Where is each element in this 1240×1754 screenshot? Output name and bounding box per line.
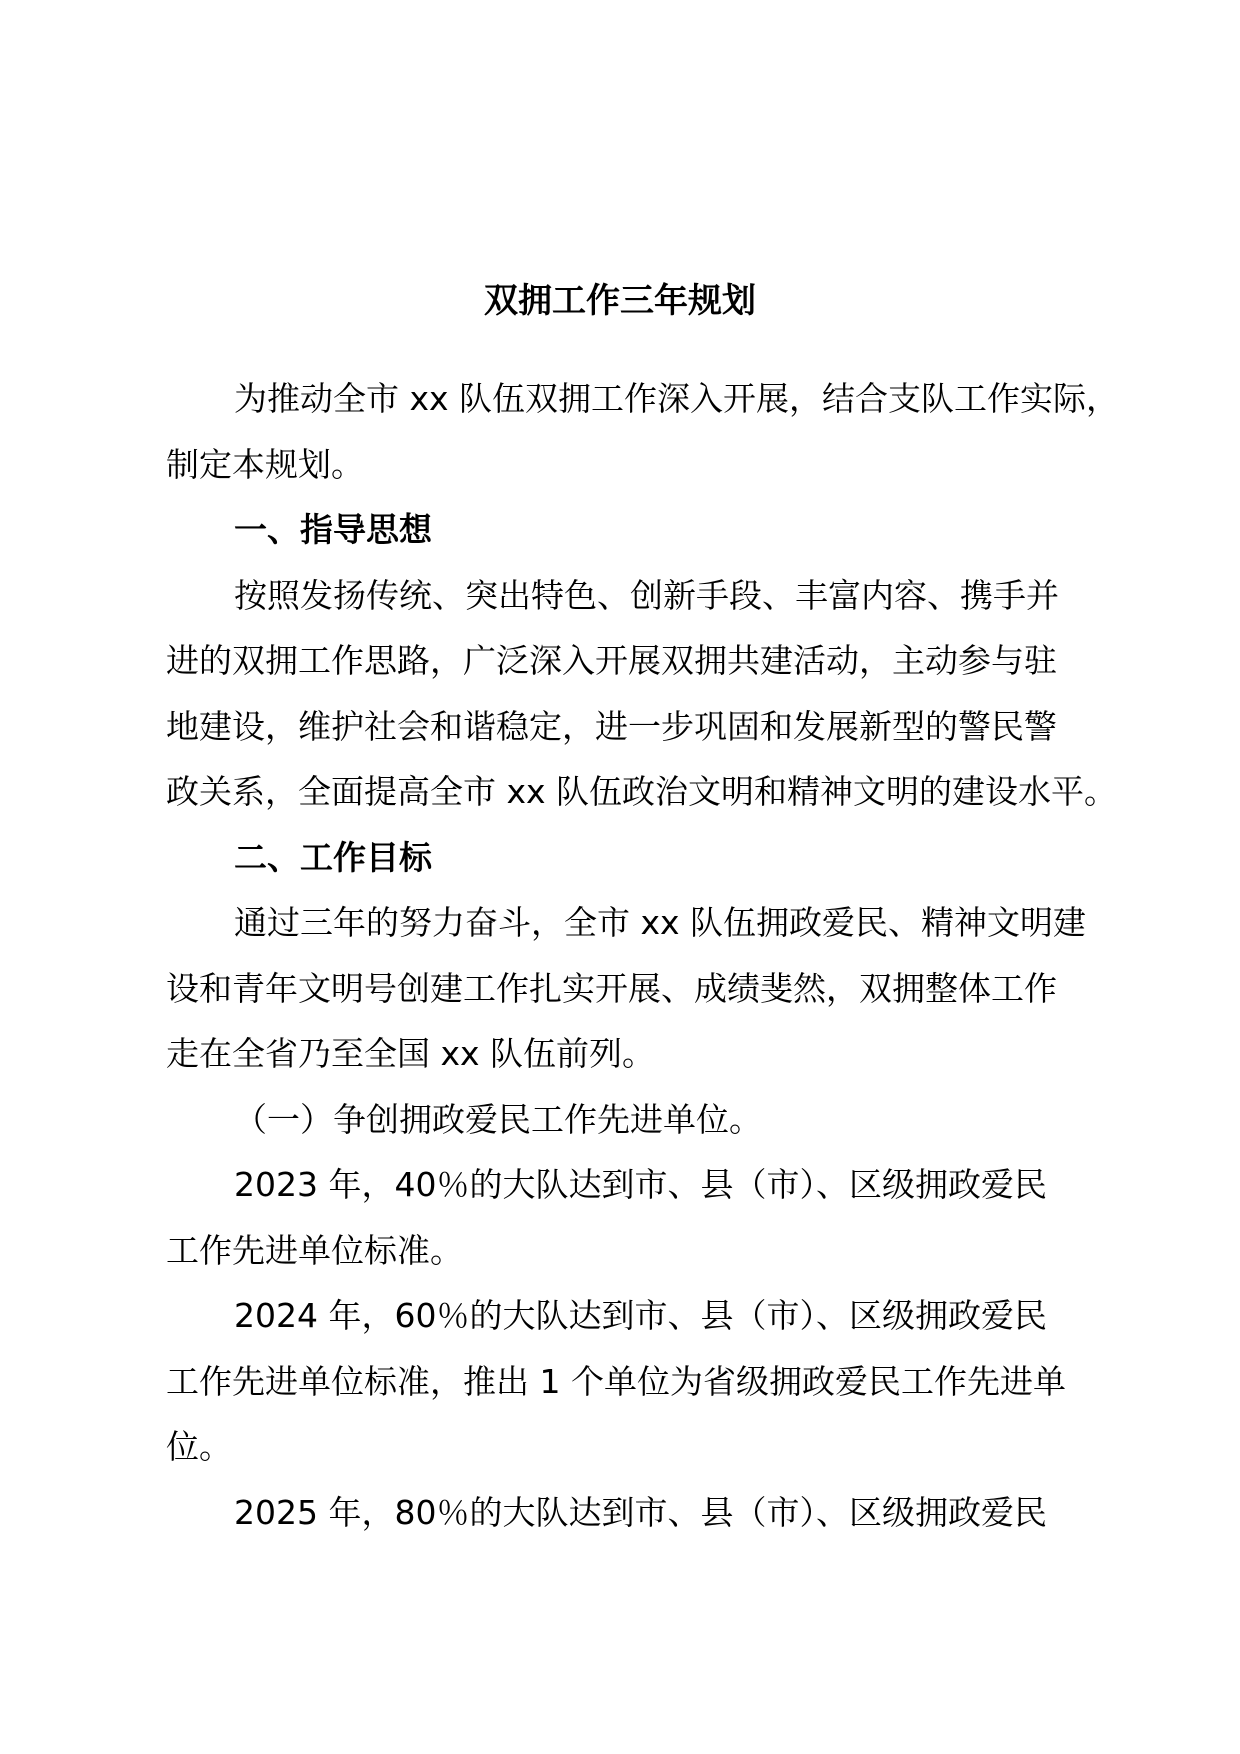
section-heading: 二、工作目标 — [234, 837, 432, 877]
text-line: 按照发扬传统、突出特色、创新手段、丰富内容、携手并 — [234, 575, 1059, 615]
text-line: 位。 — [166, 1427, 232, 1466]
text-line: （一）争创拥政爱民工作先进单位。 — [234, 1099, 762, 1139]
document-title: 双拥工作三年规划 — [484, 281, 756, 321]
text-line: 走在全省乃至全国 xx 队伍前列。 — [166, 1034, 656, 1073]
text-line: 2025 年，80％的大队达到市、县（市）、区级拥政爱民 — [234, 1492, 1047, 1532]
text-line: 2023 年，40％的大队达到市、县（市）、区级拥政爱民 — [234, 1165, 1047, 1204]
text-line: 为推动全市 xx 队伍双拥工作深入开展，结合支队工作实际， — [234, 379, 1120, 418]
text-line: 2024 年，60％的大队达到市、县（市）、区级拥政爱民 — [234, 1296, 1047, 1335]
section-heading: 一、指导思想 — [234, 510, 432, 549]
text-line: 工作先进单位标准，推出 1 个单位为省级拥政爱民工作先进单 — [166, 1361, 1066, 1401]
text-line: 进的双拥工作思路，广泛深入开展双拥共建活动，主动参与驻 — [166, 641, 1057, 680]
text-line: 工作先进单位标准。 — [166, 1230, 463, 1270]
document-body — [166, 366, 1126, 1545]
text-line: 通过三年的努力奋斗，全市 xx 队伍拥政爱民、精神文明建 — [234, 903, 1087, 942]
text-line: 设和青年文明号创建工作扎实开展、成绩斐然，双拥整体工作 — [166, 968, 1057, 1008]
text-line: 政关系，全面提高全市 xx 队伍政治文明和精神文明的建设水平。 — [166, 772, 1118, 811]
text-line: 制定本规划。 — [166, 444, 364, 484]
text-line: 地建设，维护社会和谐稳定，进一步巩固和发展新型的警民警 — [166, 706, 1057, 746]
